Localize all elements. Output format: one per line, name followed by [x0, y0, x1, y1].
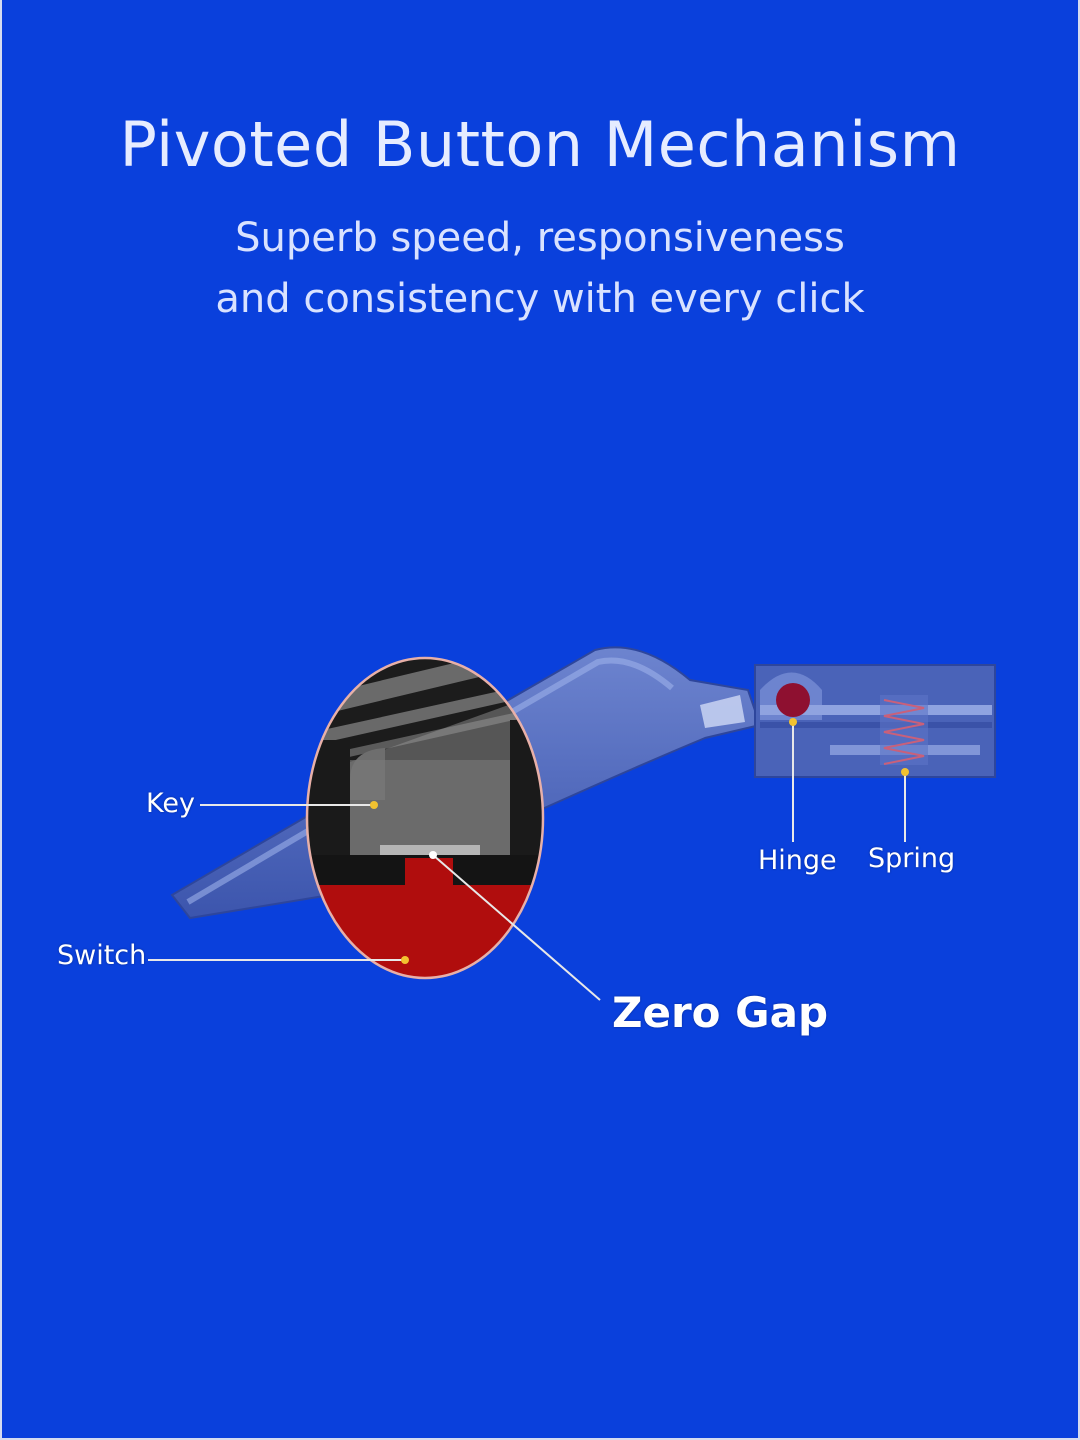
- hinge-pin: [776, 683, 810, 717]
- page-title: Pivoted Button Mechanism: [119, 108, 961, 181]
- spring-marker: [901, 768, 909, 776]
- hinge-marker: [789, 718, 797, 726]
- switch-label: Switch: [57, 940, 147, 971]
- hinge-label: Hinge: [758, 845, 837, 876]
- zero-gap-marker: [429, 851, 437, 859]
- zoom-circle: [300, 640, 550, 995]
- switch-marker: [401, 956, 409, 964]
- spring-coil: [880, 695, 928, 765]
- subtitle-line-1: Superb speed, responsiveness: [235, 215, 845, 261]
- spring-label: Spring: [868, 843, 956, 874]
- key-label: Key: [146, 788, 195, 819]
- subtitle-line-2: and consistency with every click: [215, 276, 865, 322]
- key-marker: [370, 801, 378, 809]
- zero-gap-label: Zero Gap: [612, 988, 829, 1037]
